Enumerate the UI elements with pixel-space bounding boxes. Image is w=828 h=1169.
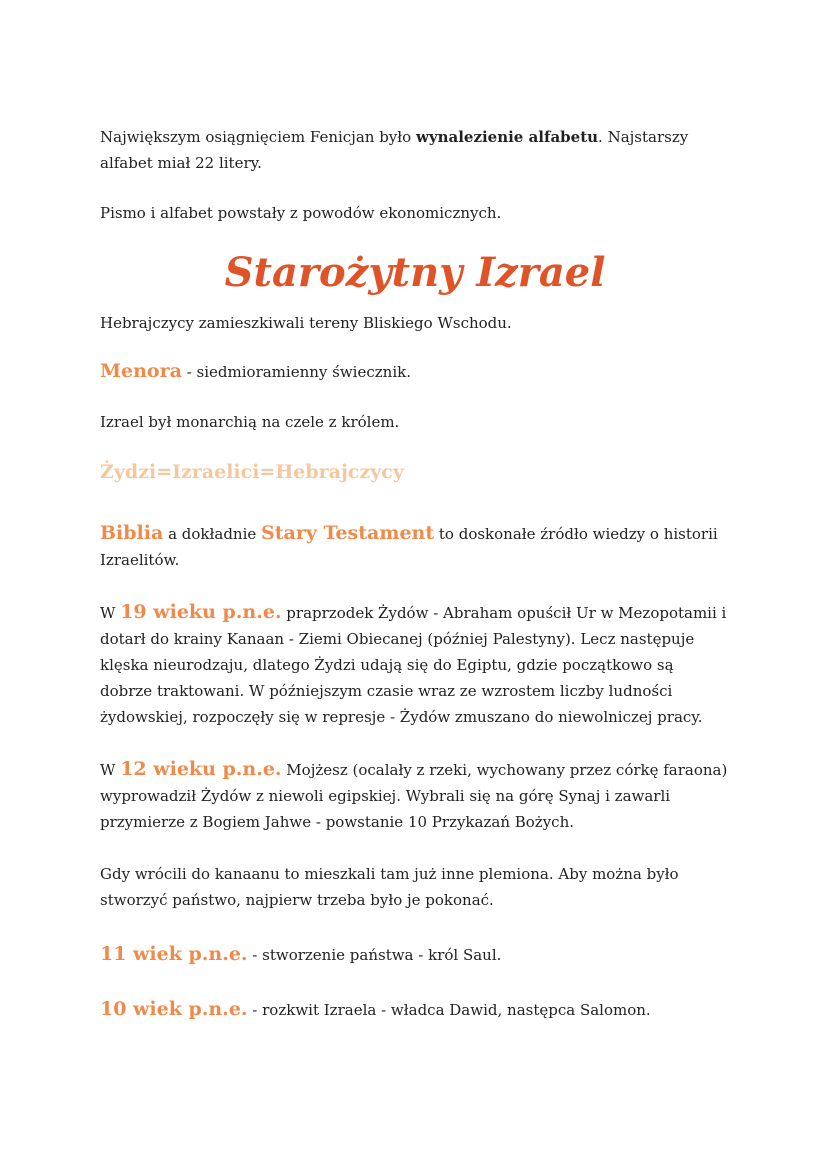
paragraph-names [100,459,730,486]
text: - rozkwit Izraela - władca Dawid, następca Salomon. [247,1001,651,1019]
text: W [100,604,121,622]
document-body [100,124,730,1023]
text: W [100,761,121,779]
paragraph-bible [100,520,730,573]
highlight-term: 10 wiek p.n.e. [100,998,248,1020]
highlight-term: 12 wieku p.n.e. [120,758,282,780]
text: . Najstarszy alfabet miał 22 litery. [100,128,689,172]
paragraph-writing: Pismo i alfabet powstały z powodów ekonomicznych. [100,204,502,222]
paragraph-david [100,996,730,1023]
text: praprzodek Żydów - Abraham opuścił Ur w Mezopotamii i dotarł do krainy Kanaan - Ziemi Obiecanej (później Palestyny). Lecz następuje klęska nieurodzaju, dlatego Żydzi udają się do Egiptu, gdzie początkowo są dobrze traktowani. W późniejszym czasie wraz ze wzrostem liczby ludności żydowskiej, rozpoczęły się w represje - Żydów zmuszano do niewolniczej pracy. [100,604,727,726]
text: to doskonałe źródło wiedzy o historii Izraelitów. [100,525,718,569]
text: Mojżesz (ocalały z rzeki, wychowany przez córkę faraona) wyprowadził Żydów z niewoli egipskiej. Wybrali się na górę Synaj i zawarli przymierze z Bogiem Jahwe - powstanie 10 Przykazań Bożych. [100,761,728,831]
paragraph-menora [100,358,730,385]
text: a dokładnie [163,525,262,543]
highlight-term: 19 wieku p.n.e. [120,601,282,623]
section-title: Starożytny Izrael [224,249,606,296]
paragraph-return: Gdy wrócili do kanaanu to mieszkali tam już inne plemiona. Aby można było stworzyć państwo, najpierw trzeba było je pokonać. [100,865,679,909]
highlight-term: Żydzi=Izraelici=Hebrajczycy [100,461,404,483]
text: - siedmioramienny świecznik. [181,363,411,381]
paragraph-monarchy: Izrael był monarchią na czele z królem. [100,413,400,431]
paragraph-alphabet [100,124,730,176]
highlight-term: Stary Testament [261,522,435,544]
paragraph-abraham [100,599,730,730]
paragraph-saul [100,941,730,968]
paragraph-moses [100,756,730,835]
paragraph-hebrews: Hebrajczycy zamieszkiwali tereny Bliskiego Wschodu. [100,314,512,332]
highlight-term: Biblia [100,522,164,544]
highlight-term: Menora [100,360,182,382]
highlight-term: 11 wiek p.n.e. [100,943,248,965]
bold-text: wynalezienie alfabetu [415,128,599,146]
text: - stworzenie państwa - król Saul. [247,946,502,964]
text: Największym osiągnięciem Fenicjan było [100,128,416,146]
